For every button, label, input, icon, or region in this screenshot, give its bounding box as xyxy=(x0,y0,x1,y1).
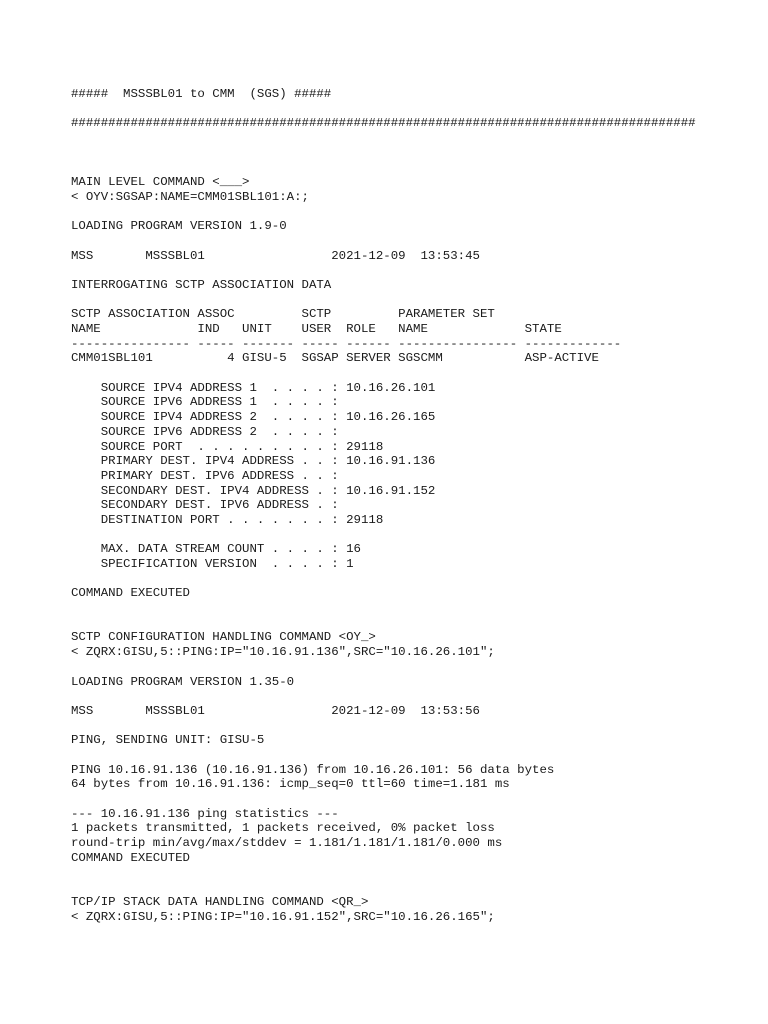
log-line xyxy=(71,719,696,734)
log-line: CMM01SBL101 4 GISU-5 SGSAP SERVER SGSCMM ASP-ACTIVE xyxy=(71,351,599,366)
log-line: < OYV:SGSAP:NAME=CMM01SBL101:A:; xyxy=(71,189,309,204)
log-line xyxy=(71,366,696,381)
log-line: COMMAND EXECUTED xyxy=(71,586,190,601)
log-line xyxy=(71,528,696,543)
log-line: SECONDARY DEST. IPV6 ADDRESS . : xyxy=(71,498,339,513)
log-line: COMMAND EXECUTED xyxy=(71,850,190,865)
log-line xyxy=(71,102,696,117)
log-line: PRIMARY DEST. IPV6 ADDRESS . . : xyxy=(71,468,339,483)
log-line: MAIN LEVEL COMMAND <___> xyxy=(71,175,250,190)
log-line: MAX. DATA STREAM COUNT . . . . : 16 xyxy=(71,542,361,557)
log-line: SOURCE PORT . . . . . . . . . : 29118 xyxy=(71,439,384,454)
log-line: ---------------- ----- ------- ----- ------ ---------------- ------------- xyxy=(71,336,622,351)
log-line xyxy=(71,160,696,175)
log-line: MSS MSSSBL01 2021-12-09 13:53:45 xyxy=(71,248,480,263)
log-line: SPECIFICATION VERSION . . . . : 1 xyxy=(71,557,354,571)
log-line xyxy=(71,748,696,763)
log-line xyxy=(71,572,696,587)
log-line: SOURCE IPV6 ADDRESS 2 . . . . : xyxy=(71,424,339,439)
log-line: PRIMARY DEST. IPV4 ADDRESS . . : 10.16.91.136 xyxy=(71,454,436,469)
log-line xyxy=(71,865,696,880)
log-line: SOURCE IPV4 ADDRESS 1 . . . . : 10.16.26.101 xyxy=(71,380,436,395)
log-line xyxy=(71,616,696,631)
log-line: SOURCE IPV6 ADDRESS 1 . . . . : xyxy=(71,395,339,410)
log-line xyxy=(71,234,696,249)
log-line: 1 packets transmitted, 1 packets received, 0% packet loss xyxy=(71,821,495,836)
log-line: --- 10.16.91.136 ping statistics --- xyxy=(71,806,339,821)
log-line: 64 bytes from 10.16.91.136: icmp_seq=0 ttl=60 time=1.181 ms xyxy=(71,777,510,792)
log-line: ##### MSSSBL01 to CMM (SGS) ##### xyxy=(71,87,332,101)
log-line: < ZQRX:GISU,5::PING:IP="10.16.91.152",SRC="10.16.26.165"; xyxy=(71,909,495,924)
log-line: < ZQRX:GISU,5::PING:IP="10.16.91.136",SRC="10.16.26.101"; xyxy=(71,645,495,660)
log-line xyxy=(71,792,696,807)
log-line: SECONDARY DEST. IPV4 ADDRESS . : 10.16.91.152 xyxy=(71,483,436,498)
log-line: SCTP ASSOCIATION ASSOC SCTP PARAMETER SET xyxy=(71,307,495,322)
log-line: SOURCE IPV4 ADDRESS 2 . . . . : 10.16.26.165 xyxy=(71,410,436,425)
log-line: PING, SENDING UNIT: GISU-5 xyxy=(71,733,265,748)
log-line: round-trip min/avg/max/stddev = 1.181/1.181/1.181/0.000 ms xyxy=(71,836,503,851)
log-line: MSS MSSSBL01 2021-12-09 13:53:56 xyxy=(71,703,480,718)
log-line xyxy=(71,601,696,616)
log-line xyxy=(71,263,696,278)
log-line xyxy=(71,205,696,220)
log-line: TCP/IP STACK DATA HANDLING COMMAND <QR_> xyxy=(71,894,369,909)
log-line: LOADING PROGRAM VERSION 1.35-0 xyxy=(71,674,295,689)
log-line: DESTINATION PORT . . . . . . . : 29118 xyxy=(71,512,384,527)
log-line: PING 10.16.91.136 (10.16.91.136) from 10.16.26.101: 56 data bytes xyxy=(71,762,555,777)
log-line xyxy=(71,660,696,675)
log-line xyxy=(71,146,696,161)
log-line: LOADING PROGRAM VERSION 1.9-0 xyxy=(71,219,287,234)
log-line xyxy=(71,689,696,704)
log-line: INTERROGATING SCTP ASSOCIATION DATA xyxy=(71,277,332,292)
log-line: #################################################################################### xyxy=(71,116,696,131)
log-line xyxy=(71,293,696,308)
log-line xyxy=(71,131,696,146)
log-line xyxy=(71,880,696,895)
log-line: SCTP CONFIGURATION HANDLING COMMAND <OY_> xyxy=(71,630,376,645)
terminal-log xyxy=(71,87,696,924)
log-line: NAME IND UNIT USER ROLE NAME STATE xyxy=(71,322,562,336)
